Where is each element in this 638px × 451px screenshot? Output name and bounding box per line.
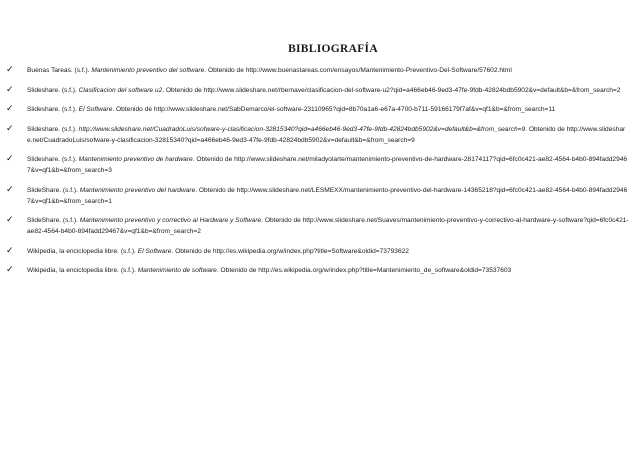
reference-source: . Obtenido de http://www.buenastareas.com/ensayos/Mantenimiento-Preventivo-Del-Software/57602.html bbox=[204, 67, 512, 74]
reference-item bbox=[6, 65, 630, 76]
reference-title: El Software bbox=[137, 247, 172, 255]
reference-item bbox=[6, 124, 630, 146]
reference-author: Slideshare. (s.f.). bbox=[27, 86, 79, 94]
reference-title: Mantenimiento preventivo del software bbox=[91, 67, 205, 74]
reference-source: . Obtenido de http://www.slideshare.net/LESMEXX/mantenimiento-preventivo-del-hardware-14365218?qid=6fc0c421-ae82-4564-b4b0-894fadd29467&v=qf1&b=&from_search=1 bbox=[27, 186, 628, 205]
check-icon: ✓ bbox=[6, 104, 14, 114]
check-icon: ✓ bbox=[6, 154, 14, 164]
reference-title: Mantenimiento preventivo y correctivo al Hardware y Software bbox=[79, 217, 262, 224]
reference-source: . Obtenido de http://www.slideshare.net/rbernave/clasificacion-del-software-u2?qid=a466eb46-9ed3-47fe-9fdb-42824bdb5902&v=default&b=&from_search=2 bbox=[162, 86, 621, 94]
reference-title: Clasificacion del software u2 bbox=[78, 86, 163, 94]
reference-source: . Obtenido de http://www.slideshare.net/CuadradoLuis/sofware-y-clasificacion-32815340?qid=a466eb46-9ed3-47fe-9fdb-42824bdb5902&v=default&b=&from_search=9 bbox=[27, 125, 626, 144]
reference-item bbox=[6, 104, 630, 115]
check-icon: ✓ bbox=[6, 84, 14, 95]
reference-source: . Obtenido de http://www.slideshare.net/SabDemarco/el-software-23110965?qid=8b70a1a6-e67a-4700-b711-59166179f7af&v=qf1&b=&from_search=11 bbox=[112, 106, 556, 113]
reference-title: http://www.slideshare.net/CuadradoLuis/sofware-y-clasificacion-32815340?qid=a466eb46-9ed3-47fe-9fdb-42824bdb5902&v=default&b=&from_search=9 bbox=[78, 125, 526, 133]
reference-title: El Software bbox=[78, 106, 113, 113]
reference-title: Mantenimiento preventivo del hardware bbox=[79, 186, 196, 194]
reference-source: . Obtenido de http://es.wikipedia.org/w/index.php?title=Software&oldid=73793622 bbox=[171, 247, 409, 255]
reference-title: Mantenimiento preventivo de hardware bbox=[78, 156, 193, 163]
check-icon: ✓ bbox=[6, 265, 14, 275]
check-icon: ✓ bbox=[6, 123, 14, 134]
reference-source: . Obtenido de http://es.wikipedia.org/w/index.php?title=Mantenimiento_de_software&oldid=73537603 bbox=[216, 267, 512, 274]
reference-item bbox=[6, 265, 630, 276]
reference-title: Mantenimiento de software bbox=[137, 267, 217, 274]
reference-author: SlideShare. (s.f.). bbox=[27, 217, 80, 224]
reference-list bbox=[6, 65, 630, 276]
reference-item bbox=[6, 246, 630, 257]
reference-author: Buenas Tareas. (s.f.). bbox=[27, 67, 92, 74]
check-icon: ✓ bbox=[6, 215, 14, 225]
reference-item bbox=[6, 185, 630, 207]
reference-source: . Obtenido de http://www.slideshare.net/Suaves/mantenimiento-preventivo-y-correctivo-al-hardware-y-software?qid=6fc0c421-ae82-4564-b4b0-894fadd29467&v=qf1&b=&from_search=2 bbox=[27, 217, 629, 235]
reference-author: Slideshare. (s.f.). bbox=[27, 106, 79, 113]
reference-author: SlideShare. (s.f.). bbox=[27, 186, 80, 194]
check-icon: ✓ bbox=[6, 184, 14, 195]
reference-author: Slideshare. (s.f.). bbox=[27, 125, 79, 133]
page-title: BIBLIOGRAFÍA bbox=[288, 43, 378, 55]
reference-author: Wikipedia, la enciclopedia libre. (s.f.). bbox=[27, 247, 138, 255]
check-icon: ✓ bbox=[6, 245, 14, 256]
reference-author: Slideshare. (s.f.). bbox=[27, 156, 79, 163]
reference-author: Wikipedia, la enciclopedia libre. (s.f.). bbox=[27, 267, 138, 274]
reference-source: . Obtenido de http://www.slideshare.net/miladyolarte/mantenimiento-preventivo-de-hardware-28174117?qid=6fc0c421-ae82-4564-b4b0-894fadd29467&v=qf1&b=&from_search=3 bbox=[27, 156, 628, 174]
reference-item bbox=[6, 85, 630, 96]
reference-item bbox=[6, 215, 630, 237]
reference-item bbox=[6, 154, 630, 176]
check-icon: ✓ bbox=[6, 65, 14, 75]
